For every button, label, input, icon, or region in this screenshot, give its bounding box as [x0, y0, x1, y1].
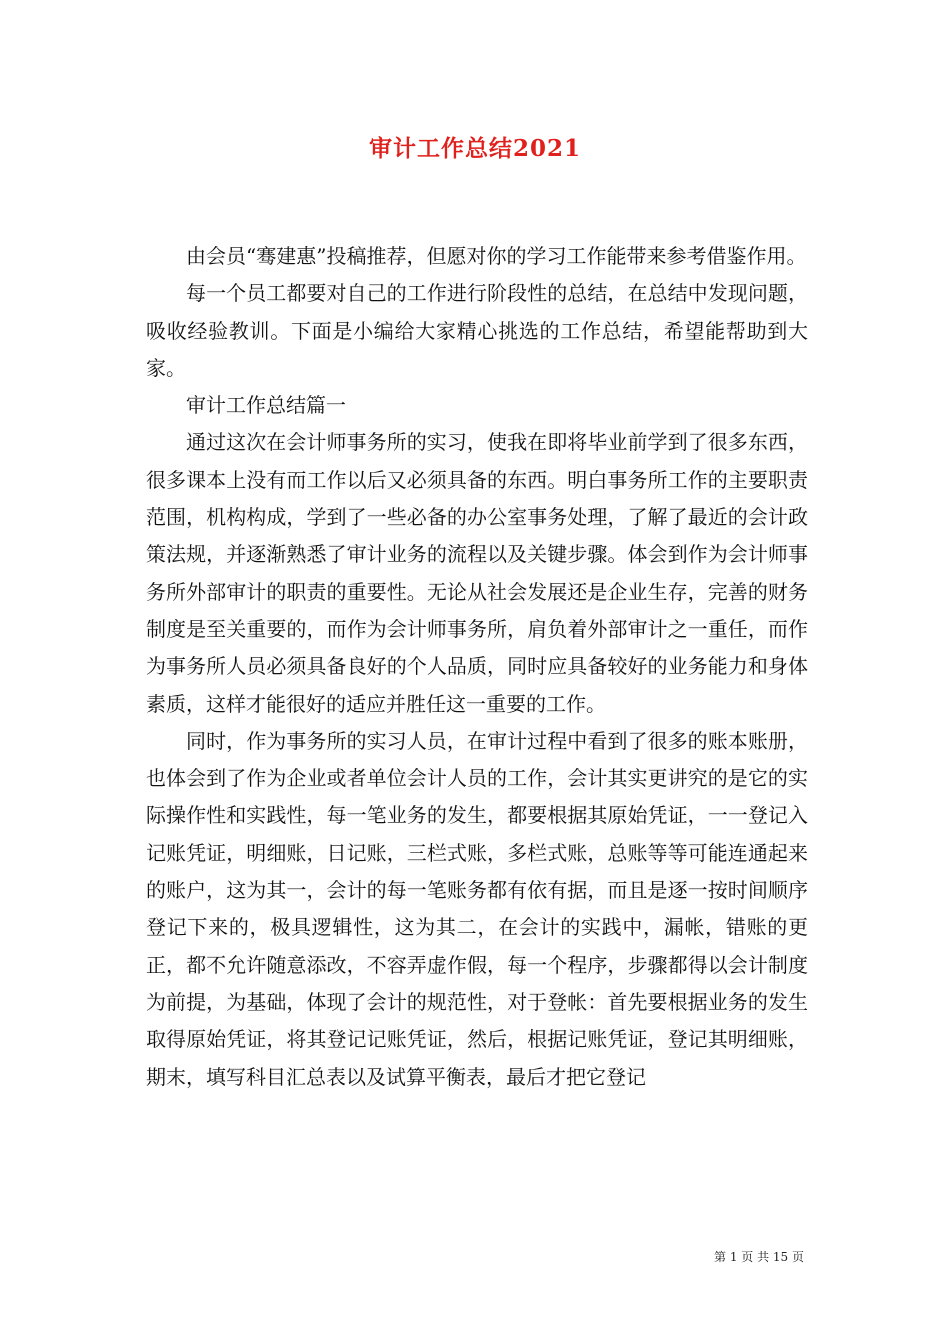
paragraph-intro: 由会员“骞建惠”投稿推荐，但愿对你的学习工作能带来参考借鉴作用。: [186, 244, 807, 268]
paragraph-body-1: 通过这次在会计师事务所的实习，使我在即将毕业前学到了很多东西，很多课本上没有而工作以后又必须具备的东西。明白事务所工作的主要职责范围，机构构成，学到了一些必备的办公室事务处理，了解了最近的会计政策法规，并逐渐熟悉了审计业务的流程以及关键步骤。体会到作为会计师事务所外部审计的职责的重要性。无论从社会发展还是企业生存，完善的财务制度是至关重要的，而作为会计师事务所，肩负着外部审计之一重任，而作为事务所人员必须具备良好的个人品质，同时应具备较好的业务能力和身体素质，这样才能很好的适应并胜任这一重要的工作。: [146, 430, 808, 716]
section-heading: 审计工作总结篇一: [186, 393, 346, 418]
paragraph-body-2: 同时，作为事务所的实习人员，在审计过程中看到了很多的账本账册，也体会到了作为企业或者单位会计人员的工作，会计其实更讲究的是它的实际操作性和实践性，每一笔业务的发生，都要根据其原始凭证，一一登记入记账凭证，明细账，日记账，三栏式账，多栏式账，总账等等可能连通起来的账户，这为其一，会计的每一笔账务都有依有据，而且是逐一按时间顺序登记下来的，极具逻辑性，这为其二，在会计的实践中，漏帐，错账的更正，都不允许随意添改，不容弄虚作假，每一个程序，步骤都得以会计制度为前提，为基础，体现了会计的规范性，对于登帐：首先要根据业务的发生取得原始凭证，将其登记记账凭证，然后，根据记账凭证，登记其明细账，期末，填写科目汇总表以及试算平衡表，最后才把它登记: [146, 728, 808, 1089]
document-title: 审计工作总结2021: [368, 135, 581, 162]
paragraph-summary: 每一个员工都要对自己的工作进行阶段性的总结，在总结中发现问题，吸收经验教训。下面是小编给大家精心挑选的工作总结，希望能帮助到大家。: [146, 281, 808, 380]
page-number-footer: 第 1 页 共 15 页: [714, 1250, 804, 1264]
document-body: [146, 238, 808, 1096]
